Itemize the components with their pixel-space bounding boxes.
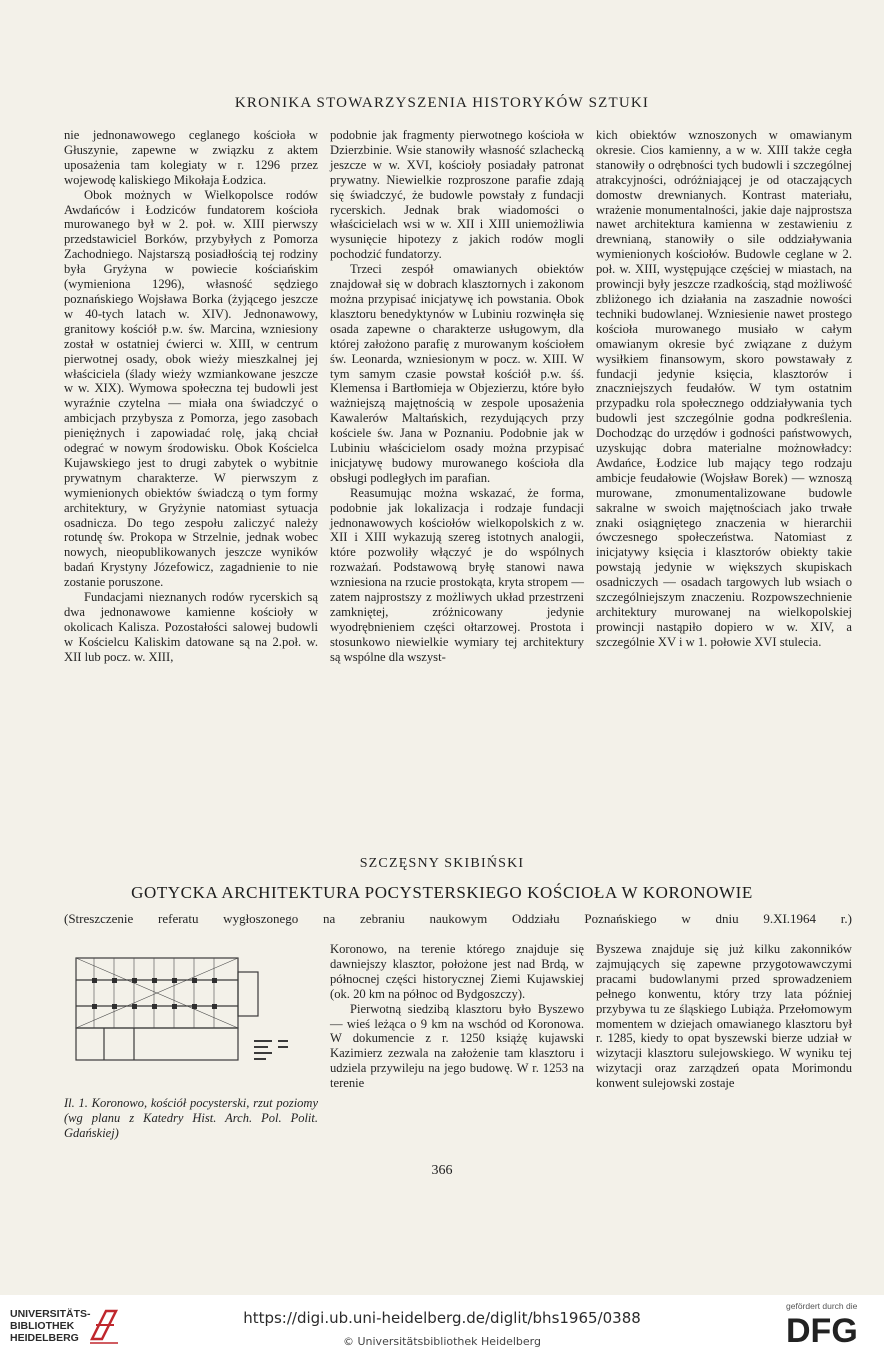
article-title: GOTYCKA ARCHITEKTURA POCYSTERSKIEGO KOŚCIOŁA W KORONOWIE: [131, 883, 753, 902]
paragraph: podobnie jak fragmenty pierwotnego kościoła w Dzierzbinie. Wsie stanowiły własność szlachecką jeszcze w w. XVI, kościoły posiadały patronat prywatny. Niewielkie rozproszone parafie zdają się świadczyć, że budowle powstały z fundacji rycerskich. Jednak brak wiadomości o właścicielach wsi w w. XII i XIII uniemożliwia wysunięcie hipotezy z jakich rodów mogli pochodzić fundatorzy.: [330, 128, 584, 262]
paragraph: Reasumując można wskazać, że forma, podobnie jak lokalizacja i rodzaje fundacji jednonawowych kościołów wielkopolskich z w. XII i XIII wykazują szereg istotnych analogii, które pozwoliły włączyć je do wspólnych rozważań. Podstawową bryłę stanowi nawa wzniesiona na rzucie prostokąta, kryta stropem — zatem najprostszy z możliwych układ przestrzeni zamkniętej, zróżnicowany jedynie wyodrębnieniem części ołtarzowej. Prostota i stosunkowo niewielkie wymiary tej architektury są wspólne dla wszyst-: [330, 485, 584, 664]
paragraph: Obok możnych w Wielkopolsce rodów Awdańców i Łodziców fundatorem kościoła murowanego był w 2. poł. w. XIII pierwszy przedstawiciel Borków, przybyłych z Pomorza Zachodniego. Najstarszą posiadłością tej rodziny była Gryżyna w powiecie kościańskim (wymieniona 1296), własność sędziego poznańskiego Wojsława Borka (żyjącego jeszcze w 40-tych latach w. XIV). Jednonawowy, granitowy kościół p.w. św. Marcina, wzniesiony został w ostatniej ćwierci w. XIII, w centrum pierwotnej osady, obok wieży mieszkalnej jej właściciela (ślady wieży wzmiankowane jeszcze w w. XIX). Wymowa społeczna tej budowli jest wyraźnie czytelna — miała ona świadczyć o ambicjach przybysza z Pomorza, jego zasobach pieniężnych i zapowiadać rolę, jaką chciał odegrać w nowym środowisku. Obok Kościelca Kujawskiego jest to drugi zabytek o wybitnie prywatnym charakterze. W pierwszym z wymienionych obiektów świadczą o tym formy architektury, w Gryżynie natomiast sytuacja osadnicza. Do tego zespołu zaliczyć należy rotundę św. Prokopa w Strzelnie, jednak wobec nowych, nieopublikowanych jeszcze wyników badań Krystyny Józefowicz, zagadnienie to nie zostanie poruszone.: [64, 187, 318, 590]
article-author: SZCZĘSNY SKIBIŃSKI: [359, 856, 525, 871]
paragraph: Trzeci zespół omawianych obiektów znajdował się w dobrach klasztornych i zakonom można przypisać inicjatywę ich powstania. Obok klasztoru benedyktynów w Lubiniu rozwinęła się osada zapewne o charakterze usługowym, dla której założono parafię z murowanym kościołem św. Leonarda, wzniesionym w pocz. w. XIII. W tym samym czasie powstał kościół p.w. śś. Klemensa i Bartłomieja w Objezierzu, które było ważniejszą majętnością w zespole uposażenia Kawalerów Maltańskich, rezydujących przy kościele św. Jana w Poznaniu. Podobnie jak w Lubiniu właścicielom osady można przypisać inicjatywę budowy murowanego kościoła dla obsługi podległych im parafian.: [330, 262, 584, 485]
paragraph: Byszewa znajduje się już kilku zakonników zajmujących się zapewne przygotowawczymi pracami budowlanymi przed sprowadzeniem pełnego konwentu, który trzy lata później przybywa tu ze śląskiego Lubiąża. Przełomowym momentem w dziejach omawianego klasztoru był r. 1285, kiedy to opat byszewski bierze udział w wizytacji klasztoru sulejowskiego. W wyniku tej wizytacji oraz zarządzeń opata Morimondu konwent sulejowski zostaje: [596, 942, 852, 1091]
library-name-line: UNIVERSITÄTS-: [10, 1308, 91, 1320]
church-floor-plan-figure: [64, 948, 320, 1088]
paragraph: nie jednonawowego ceglanego kościoła w Głuszynie, zapewne w związku z aktem uposażenia tam kolegiaty w r. 1296 przez wojewodę kaliskiego Mikołaja Łodzica.: [64, 128, 318, 187]
paragraph: Fundacjami nieznanych rodów rycerskich są dwa jednonawowe kamienne kościoły w okolicach Kalisza. Pozostałości salowej budowli w Kościelcu Kaliskim datowane są na 2.poł. w. XII lub pocz. w. XIII,: [64, 590, 318, 664]
copyright-notice: © Universitätsbibliothek Heidelberg: [342, 1335, 541, 1348]
viewer-footer: [0, 1295, 884, 1359]
paragraph: kich obiektów wznoszonych w omawianym okresie. Cios kamienny, a w w. XIII także cegła stanowiły o odrębności tych budowli i szczególnej atrakcyjności, odróżniającej je od otaczających domostw drewnianych. Kontrast materiału, wrażenie monumentalności, jakie daje najprostsza nawet architektura kamienna w zestawieniu z drewnianą, stanowiły o sile oddziaływania wymienionych kościołów. Budowle ceglane w 2. poł. w. XIII, występujące częściej w miastach, na prowincji były jeszcze rzadkością, stąd możliwość zbliżonego ich działania na zaszadnie nowości techniki budowlanej. Wzniesienie nawet prostego kościoła murowanego musiało w całym omawianym okresie być związane z dużym wysiłkiem finansowym, skoro powstawały z fundacji jedynie księcia, klasztorów i znaczniejszych feudałów. W tym ostatnim przypadku rola społecznego oddziaływania tych budowli jest szczególnie godna podkreślenia. Dochodząc do urzędów i godności państwowych, uzyskując dobra materialne możnowładcy: Awdańce, Łodzice lub mający tego rodzaju ambicje feudałowie (Wojsław Borek) — wznoszą murowane, zmonumentalizowane budowle sakralne w swoich majętnościach jako trwałe znaki osiągniętego znaczenia w hierarchii ówczesnego społeczeństwa. Natomiast z inicjatywy księcia i klasztorów obiekty takie powstają jedynie w większych skupiskach osadniczych — osadach targowych lub wsiach o szczególniejszym znaczeniu. Rozpowszechnienie architektury murowanej na wielkopolskiej prowincji nastąpiło dopiero w w. XIV, a szczególnie XV i w 1. połowie XVI stulecia.: [596, 128, 852, 649]
article-column-2: [330, 942, 584, 1091]
article-subtitle: (Streszczenie referatu wygłoszonego na zebraniu naukowym Oddziału Poznańskiego w dniu 9.XI.1964 r.): [64, 911, 852, 926]
permalink-url[interactable]: https://digi.ub.uni-heidelberg.de/diglit/bhs1965/0388: [243, 1309, 641, 1327]
page-number: 366: [431, 1163, 453, 1178]
dfg-logo-text: DFG: [786, 1312, 858, 1346]
paragraph: Pierwotną siedzibą klasztoru było Byszewo — wieś leżąca o 9 km na wschód od Koronowa. W dokumencie z r. 1250 książę kujawski Kazimierz zezwala na założenie tam klasztoru i udziela przywileju na jego budowę. W r. 1253 na terenie: [330, 1001, 584, 1091]
funded-by-label: gefördert durch die: [786, 1301, 858, 1311]
text-column-3: [596, 128, 852, 650]
text-column-1: [64, 128, 318, 665]
article-column-3: [596, 942, 852, 1091]
dfg-logo-icon[interactable]: [786, 1312, 872, 1346]
running-header: KRONIKA STOWARZYSZENIA HISTORYKÓW SZTUKI: [234, 95, 650, 111]
library-name-line: BIBLIOTHEK: [10, 1320, 75, 1332]
text-column-2: [330, 128, 584, 665]
figure-caption: Il. 1. Koronowo, kościół pocysterski, rzut poziomy (wg planu z Katedry Hist. Arch. Pol. Polit. Gdańskiej): [64, 1096, 318, 1140]
library-name-line: HEIDELBERG: [10, 1332, 79, 1344]
paragraph: Koronowo, na terenie którego znajduje się dawniejszy klasztor, położone jest nad Brdą, w północnej części historycznej Ziemi Kujawskiej (ok. 20 km na północ od Bydgoszczy).: [330, 942, 584, 1001]
